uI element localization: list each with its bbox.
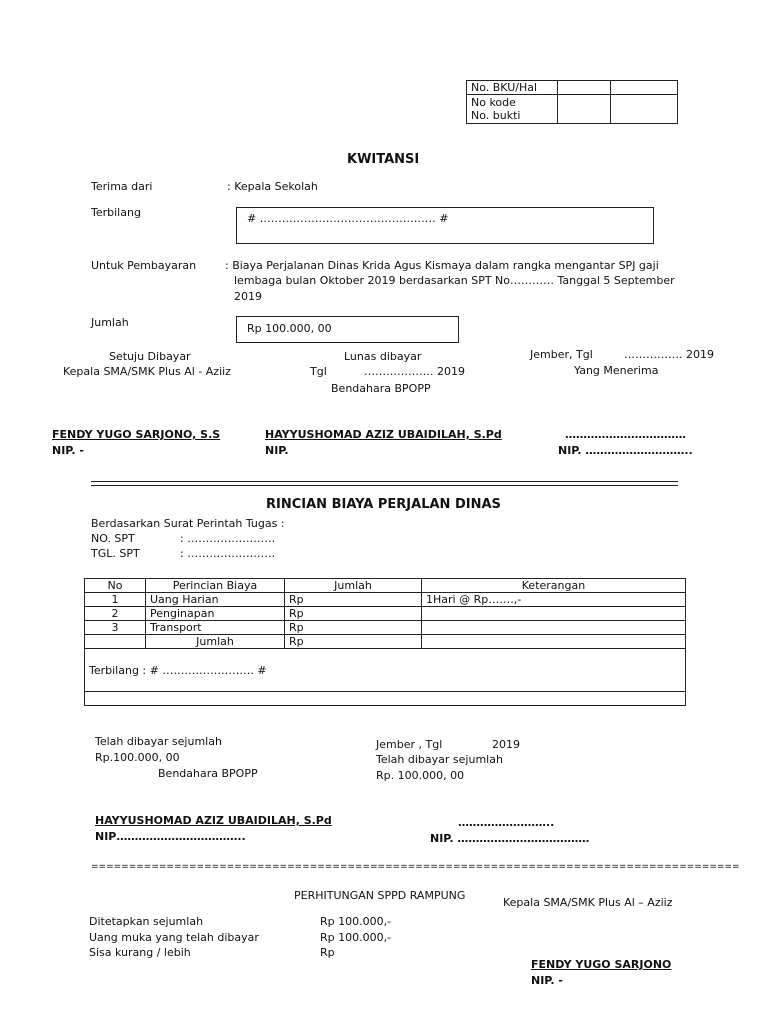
- rincian-title: RINCIAN BIAYA PERJALAN DINAS: [266, 497, 501, 512]
- lunas-dibayar: Lunas dibayar: [344, 350, 422, 363]
- terbilang-box: [236, 207, 654, 244]
- total-empty: [422, 635, 686, 649]
- ref-label-stack: [467, 95, 558, 124]
- col-header-perincian: Perincian Biaya: [146, 579, 285, 593]
- jember-year-2: 2019: [492, 738, 520, 751]
- row-keterangan: 1Hari @ Rp…….,-: [422, 593, 686, 607]
- signer-nip-penerima: NIP. ………………………..: [558, 444, 693, 457]
- untuk-line-1: : Biaya Perjalanan Dinas Krida Agus Kismaya dalam rangka mengantar SPJ gaji: [225, 259, 659, 272]
- row-no: 1: [85, 593, 146, 607]
- jumlah-label: Jumlah: [91, 316, 129, 329]
- ditetapkan-value: Rp 100.000,-: [320, 915, 392, 928]
- blank-row: [85, 692, 686, 706]
- row-keterangan: [422, 607, 686, 621]
- col-header-no: No: [85, 579, 146, 593]
- ref-cell: [611, 81, 678, 95]
- row-item: Penginapan: [146, 607, 285, 621]
- total-value: Rp: [285, 635, 422, 649]
- total-empty: [85, 635, 146, 649]
- sisa-value: Rp: [320, 946, 335, 959]
- tgl-spt-value: : ……………………: [180, 547, 276, 560]
- setuju-dibayar: Setuju Dibayar: [109, 350, 191, 363]
- jember-label-2: Jember , Tgl: [376, 738, 443, 751]
- amount-left: Rp.100.000, 00: [95, 751, 180, 764]
- terima-value: : Kepala Sekolah: [227, 180, 318, 193]
- signer-nip-right-2: NIP. ………………………………: [430, 832, 590, 845]
- row-keterangan: [422, 621, 686, 635]
- blank-cell: [85, 692, 686, 706]
- row-jumlah: Rp: [285, 607, 422, 621]
- table-row: [85, 621, 686, 635]
- ditetapkan-label: Ditetapkan sejumlah: [89, 915, 204, 928]
- equals-separator: ======================================================================================: [91, 862, 740, 872]
- table-total-row: [85, 635, 686, 649]
- row-item: Uang Harian: [146, 593, 285, 607]
- ref-cell: [611, 95, 678, 124]
- terbilang-label: Terbilang: [91, 206, 141, 219]
- jember-label: Jember, Tgl: [530, 348, 593, 361]
- berdasarkan-label: Berdasarkan Surat Perintah Tugas :: [91, 517, 285, 530]
- col-header-keterangan: Keterangan: [422, 579, 686, 593]
- table-row: [85, 607, 686, 621]
- jember-date: ……………. 2019: [624, 348, 714, 361]
- kwitansi-title: KWITANSI: [347, 152, 420, 167]
- no-spt-label: NO. SPT: [91, 532, 135, 545]
- terima-label: Terima dari: [91, 180, 153, 193]
- rincian-table: [84, 578, 686, 706]
- total-label: Jumlah: [146, 635, 285, 649]
- table-row: [467, 81, 678, 95]
- table-row: [85, 593, 686, 607]
- sppd-kepala-label: Kepala SMA/SMK Plus Al – Aziiz: [503, 896, 673, 909]
- ref-label-bukti: No. bukti: [471, 109, 521, 122]
- row-item: Transport: [146, 621, 285, 635]
- untuk-label: Untuk Pembayaran: [91, 259, 197, 272]
- ref-label-kode: No kode: [471, 96, 516, 109]
- signer-name-right-2: ……………………..: [458, 816, 555, 829]
- section-divider: [91, 481, 678, 486]
- signer-name-penerima: ……………………………: [565, 428, 686, 441]
- bendahara-label: Bendahara BPOPP: [331, 382, 431, 395]
- amount-right: Rp. 100.000, 00: [376, 769, 465, 782]
- yang-menerima: Yang Menerima: [574, 364, 659, 377]
- bendahara-label-2: Bendahara BPOPP: [158, 767, 258, 780]
- ref-cell: [558, 95, 611, 124]
- reference-table: [466, 80, 678, 124]
- table-header-row: [85, 579, 686, 593]
- telah-dibayar-left: Telah dibayar sejumlah: [95, 735, 222, 748]
- table-row: [467, 95, 678, 124]
- terbilang-cell: Terbilang : # ……………………. #: [85, 649, 686, 692]
- signer-name-kepala: FENDY YUGO SARJONO, S.S: [52, 428, 221, 441]
- no-spt-value: : ……………………: [180, 532, 276, 545]
- terbilang-value: # ………………………………………… #: [247, 212, 449, 225]
- ref-cell: [558, 81, 611, 95]
- terbilang-row: [85, 649, 686, 692]
- signer-name-bendahara: HAYYUSHOMAD AZIZ UBAIDILAH, S.Pd: [265, 428, 502, 441]
- jumlah-box: [236, 316, 459, 343]
- row-jumlah: Rp: [285, 621, 422, 635]
- row-jumlah: Rp: [285, 593, 422, 607]
- sisa-label: Sisa kurang / lebih: [89, 946, 191, 959]
- col-header-jumlah: Jumlah: [285, 579, 422, 593]
- sppd-signer-nip: NIP. -: [531, 974, 563, 987]
- tgl-value: ………………. 2019: [364, 365, 465, 378]
- tgl-label: Tgl: [310, 365, 327, 378]
- telah-dibayar-right: Telah dibayar sejumlah: [376, 753, 503, 766]
- signer-nip-bendahara: NIP.: [265, 444, 289, 457]
- jumlah-value: Rp 100.000, 00: [247, 322, 332, 335]
- ref-label-bku: No. BKU/Hal: [467, 81, 558, 95]
- signer-nip-bendahara-2: NIP……………………………..: [95, 830, 246, 843]
- untuk-line-3: 2019: [234, 290, 262, 303]
- row-no: 2: [85, 607, 146, 621]
- uang-muka-label: Uang muka yang telah dibayar: [89, 931, 259, 944]
- kepala-sekolah-label: Kepala SMA/SMK Plus Al - Aziiz: [63, 365, 231, 378]
- untuk-line-2: lembaga bulan Oktober 2019 berdasarkan SPT No………… Tanggal 5 September: [234, 274, 675, 287]
- signer-name-bendahara-2: HAYYUSHOMAD AZIZ UBAIDILAH, S.Pd: [95, 814, 332, 827]
- signer-nip-kepala: NIP. -: [52, 444, 84, 457]
- sppd-title: PERHITUNGAN SPPD RAMPUNG: [294, 889, 466, 902]
- uang-muka-value: Rp 100.000,-: [320, 931, 392, 944]
- row-no: 3: [85, 621, 146, 635]
- tgl-spt-label: TGL. SPT: [91, 547, 140, 560]
- sppd-signer-name: FENDY YUGO SARJONO: [531, 958, 672, 971]
